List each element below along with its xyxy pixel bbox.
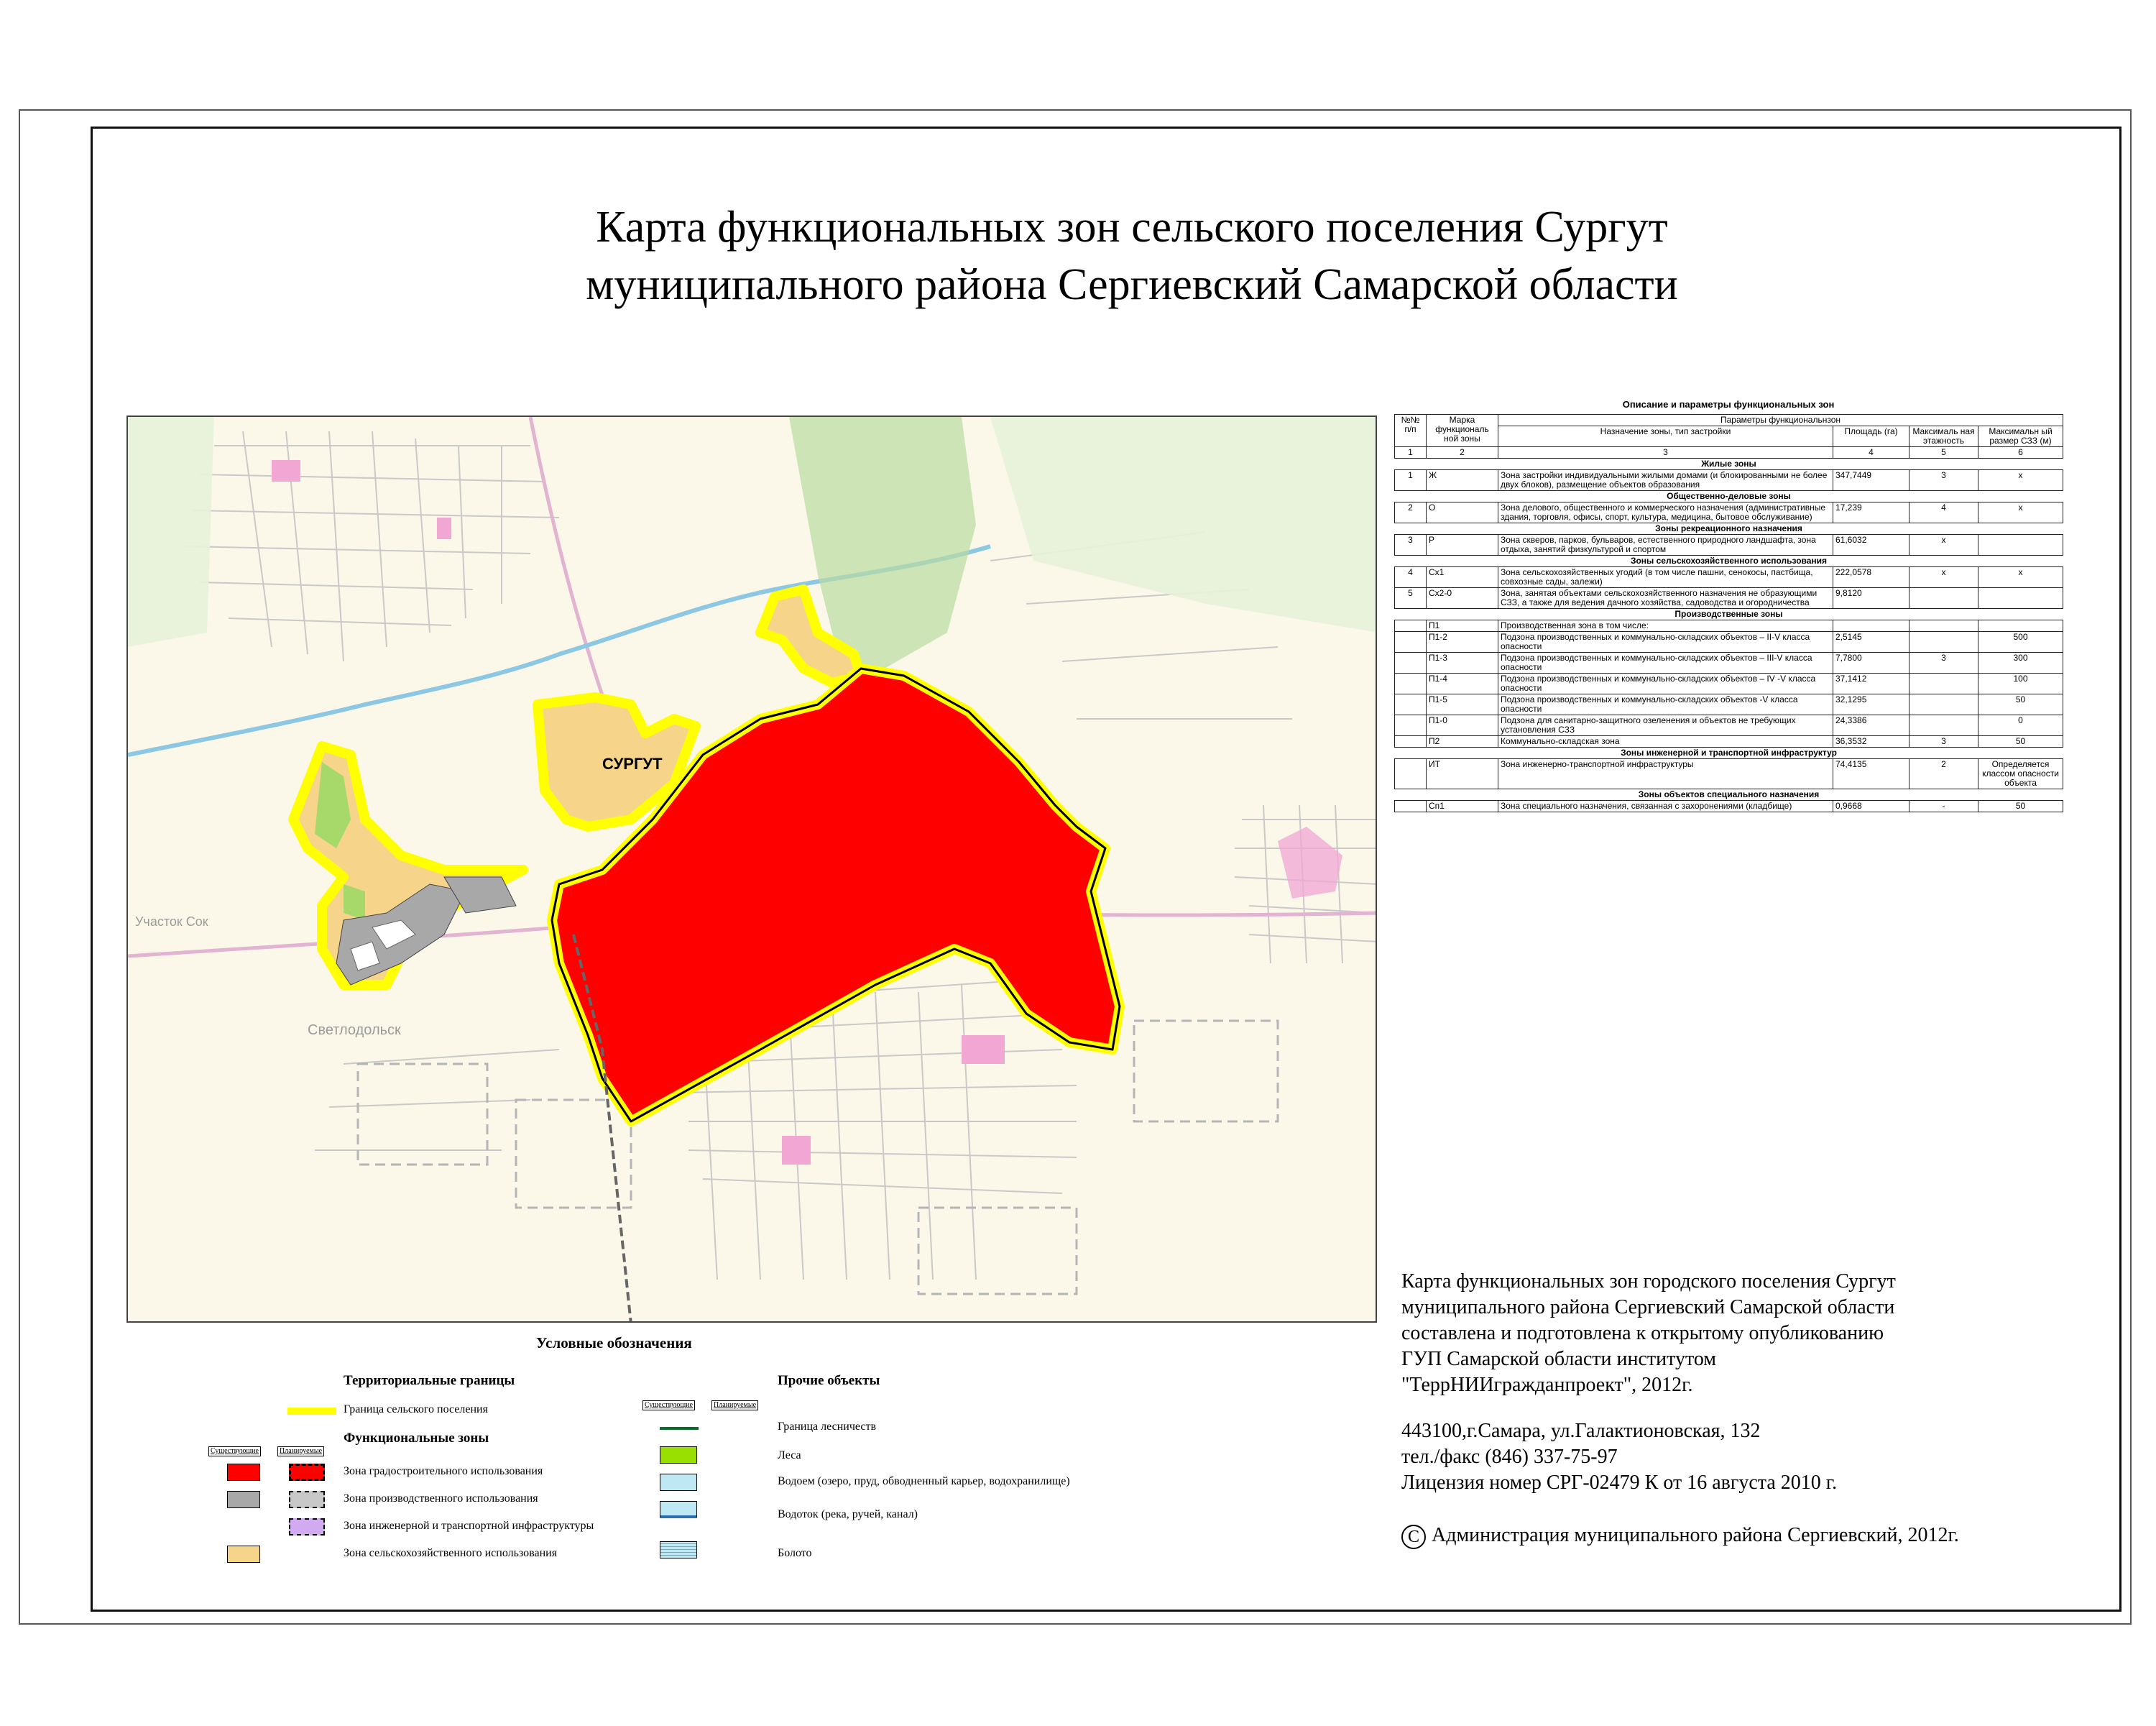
cell-mark: П1 bbox=[1427, 620, 1498, 632]
cell-num: 3 bbox=[1395, 535, 1427, 556]
col-number: 2 bbox=[1427, 447, 1498, 459]
cell-mark: Ж bbox=[1427, 470, 1498, 491]
map-canvas[interactable] bbox=[126, 416, 1377, 1323]
table-row bbox=[1395, 715, 2063, 736]
table-row bbox=[1395, 620, 2063, 632]
cell-floors: - bbox=[1909, 801, 1978, 812]
cell-floors bbox=[1909, 620, 1978, 632]
header-floors: Максималь ная этажность bbox=[1909, 426, 1978, 447]
cell-floors: 2 bbox=[1909, 759, 1978, 789]
table-section-row bbox=[1395, 491, 2063, 502]
cell-desc: Зона скверов, парков, бульваров, естественного природного ландшафта, зона отдыха, занятий физкультурой и спортом bbox=[1498, 535, 1833, 556]
legend-zone-urban: Зона градостроительного использования bbox=[344, 1465, 543, 1477]
legend-existing-label: Существующие bbox=[208, 1446, 261, 1456]
cell-mark: О bbox=[1427, 502, 1498, 523]
cell-szz bbox=[1978, 588, 2063, 609]
legend-watercourse: Водоток (река, ручей, канал) bbox=[778, 1508, 918, 1520]
header-params: Параметры функциональнзон bbox=[1498, 415, 2063, 426]
cell-area: 17,239 bbox=[1833, 502, 1909, 523]
cell-szz: 50 bbox=[1978, 736, 2063, 748]
cell-num bbox=[1395, 674, 1427, 694]
cell-area: 32,1295 bbox=[1833, 694, 1909, 715]
cell-mark: П1-4 bbox=[1427, 674, 1498, 694]
table-row bbox=[1395, 588, 2063, 609]
table-row bbox=[1395, 632, 2063, 653]
cell-num bbox=[1395, 759, 1427, 789]
table-row bbox=[1395, 653, 2063, 674]
cell-mark: П1-5 bbox=[1427, 694, 1498, 715]
cell-num: 4 bbox=[1395, 567, 1427, 588]
cell-floors: 4 bbox=[1909, 502, 1978, 523]
legend-territorial-title: Территориальные границы bbox=[344, 1373, 515, 1388]
table-row bbox=[1395, 535, 2063, 556]
swatch-infrastructure-planned bbox=[289, 1518, 325, 1536]
table-row bbox=[1395, 674, 2063, 694]
col-number: 6 bbox=[1978, 447, 2063, 459]
table-caption: Описание и параметры функциональных зон bbox=[1622, 399, 1835, 410]
cell-desc: Зона, занятая объектами сельскохозяйственного назначения не образующими СЗЗ, а также для ведения дачного хозяйства, садоводства и огородничества bbox=[1498, 588, 1833, 609]
cell-num bbox=[1395, 694, 1427, 715]
cell-num bbox=[1395, 715, 1427, 736]
table-section-row bbox=[1395, 459, 2063, 470]
swatch-industrial-existing bbox=[227, 1491, 260, 1508]
cell-num bbox=[1395, 736, 1427, 748]
legend-forest: Леса bbox=[778, 1449, 801, 1461]
table-row bbox=[1395, 567, 2063, 588]
table-row bbox=[1395, 801, 2063, 812]
cell-szz: 100 bbox=[1978, 674, 2063, 694]
cell-desc: Подзона производственных и коммунально-складских объектов – II-V класса опасности bbox=[1498, 632, 1833, 653]
map-svg bbox=[128, 417, 1377, 1323]
table-row bbox=[1395, 502, 2063, 523]
table-section-row bbox=[1395, 523, 2063, 535]
col-number: 4 bbox=[1833, 447, 1909, 459]
credits-line: "ТеррНИИгражданпроект", 2012г. bbox=[1401, 1374, 1693, 1396]
cell-num: 5 bbox=[1395, 588, 1427, 609]
cell-szz: Определяется классом опасности объекта bbox=[1978, 759, 2063, 789]
cell-area: 24,3386 bbox=[1833, 715, 1909, 736]
legend-zone-industrial: Зона производственного использования bbox=[344, 1492, 538, 1505]
credits-address: 443100,г.Самара, ул.Галактионовская, 132 bbox=[1401, 1420, 1761, 1442]
header-area: Площадь (га) bbox=[1833, 426, 1909, 447]
water-body-swatch bbox=[660, 1474, 697, 1491]
cell-desc: Коммунально-складская зона bbox=[1498, 736, 1833, 748]
legend-settlement-border: Граница сельского поселения bbox=[344, 1403, 488, 1415]
legend-title: Условные обозначения bbox=[536, 1334, 692, 1351]
header-szz: Максимальн ый размер СЗЗ (м) bbox=[1978, 426, 2063, 447]
section-title: Зоны объектов специального назначения bbox=[1395, 789, 2063, 801]
cell-szz: 50 bbox=[1978, 801, 2063, 812]
cell-mark: П1-3 bbox=[1427, 653, 1498, 674]
place-label-uchastok-sok: Участок Сок bbox=[135, 914, 208, 929]
legend-planned-label-2: Планируемые bbox=[711, 1400, 758, 1410]
cell-num bbox=[1395, 801, 1427, 812]
cell-desc: Зона инженерно-транспортной инфраструктуры bbox=[1498, 759, 1833, 789]
swatch-urban-existing bbox=[227, 1464, 260, 1481]
cell-desc: Подзона для санитарно-защитного озеленения и объектов не требующих установления СЗЗ bbox=[1498, 715, 1833, 736]
cell-num: 2 bbox=[1395, 502, 1427, 523]
forest-swatch bbox=[660, 1446, 697, 1464]
cell-area: 37,1412 bbox=[1833, 674, 1909, 694]
cell-floors bbox=[1909, 674, 1978, 694]
cell-szz: 500 bbox=[1978, 632, 2063, 653]
cell-desc: Подзона производственных и коммунально-складских объектов -V класса опасности bbox=[1498, 694, 1833, 715]
section-title: Общественно-деловые зоны bbox=[1395, 491, 2063, 502]
cell-desc: Зона специального назначения, связанная с захоронениями (кладбище) bbox=[1498, 801, 1833, 812]
place-label-svetlodolsk: Светлодольск bbox=[308, 1022, 401, 1038]
cell-floors bbox=[1909, 715, 1978, 736]
cell-mark: Сп1 bbox=[1427, 801, 1498, 812]
watercourse-swatch bbox=[660, 1501, 697, 1518]
cell-floors bbox=[1909, 694, 1978, 715]
col-number: 1 bbox=[1395, 447, 1427, 459]
cell-num bbox=[1395, 632, 1427, 653]
cell-num bbox=[1395, 653, 1427, 674]
legend-other-title: Прочие объекты bbox=[778, 1373, 880, 1388]
cell-floors bbox=[1909, 632, 1978, 653]
legend-swamp: Болото bbox=[778, 1547, 812, 1559]
table-header-row bbox=[1395, 415, 2063, 426]
zone-parameters-table bbox=[1394, 395, 2063, 812]
credits-line: муниципального района Сергиевский Самарской области bbox=[1401, 1296, 1895, 1318]
copyright bbox=[1401, 1524, 1959, 1549]
cell-desc: Подзона производственных и коммунально-складских объектов – IV -V класса опасности bbox=[1498, 674, 1833, 694]
credits-phone: тел./факс (846) 337-75-97 bbox=[1401, 1446, 1618, 1468]
cell-area: 36,3532 bbox=[1833, 736, 1909, 748]
section-title: Зоны рекреационного назначения bbox=[1395, 523, 2063, 535]
cell-num: 1 bbox=[1395, 470, 1427, 491]
legend-existing-label-2: Существующие bbox=[642, 1400, 695, 1410]
cell-desc: Зона сельскохозяйственных угодий (в том числе пашни, сенокосы, пастбища, совхозные сады, залежи) bbox=[1498, 567, 1833, 588]
table-row bbox=[1395, 759, 2063, 789]
cell-szz bbox=[1978, 535, 2063, 556]
cell-area: 2,5145 bbox=[1833, 632, 1909, 653]
legend-functional-title: Функциональные зоны bbox=[344, 1431, 489, 1446]
credits-block bbox=[1401, 1269, 2106, 1496]
place-label-surgut: СУРГУТ bbox=[602, 755, 663, 773]
cell-num bbox=[1395, 620, 1427, 632]
cell-desc: Производственная зона в том числе: bbox=[1498, 620, 1833, 632]
credits-license: Лицензия номер СРГ-02479 К от 16 августа 2010 г. bbox=[1401, 1472, 1838, 1494]
legend-zone-agri: Зона сельскохозяйственного использования bbox=[344, 1547, 558, 1559]
col-number: 5 bbox=[1909, 447, 1978, 459]
cell-mark: Сх2-0 bbox=[1427, 588, 1498, 609]
cell-area: 0,9668 bbox=[1833, 801, 1909, 812]
cell-mark: П1-0 bbox=[1427, 715, 1498, 736]
header-num: №№ п/п bbox=[1395, 415, 1427, 447]
cell-szz: х bbox=[1978, 470, 2063, 491]
swatch-agri-existing bbox=[227, 1546, 260, 1563]
copyright-icon: C bbox=[1401, 1525, 1426, 1549]
table-body bbox=[1395, 459, 2063, 812]
cell-area: 61,6032 bbox=[1833, 535, 1909, 556]
cell-szz bbox=[1978, 620, 2063, 632]
table-section-row bbox=[1395, 748, 2063, 759]
cell-szz: 0 bbox=[1978, 715, 2063, 736]
cell-szz: х bbox=[1978, 502, 2063, 523]
cell-area: 347,7449 bbox=[1833, 470, 1909, 491]
table-col-numbers bbox=[1395, 447, 2063, 459]
header-purpose: Назначение зоны, тип застройки bbox=[1498, 426, 1833, 447]
legend-water-body: Водоем (озеро, пруд, обводненный карьер, водохранилище) bbox=[778, 1475, 1070, 1487]
table-section-row bbox=[1395, 789, 2063, 801]
cell-desc: Зона застройки индивидуальными жилыми домами (и блокированными не более двух блоков), размещение объектов образования bbox=[1498, 470, 1833, 491]
table-row bbox=[1395, 736, 2063, 748]
section-title: Производственные зоны bbox=[1395, 609, 2063, 620]
cell-floors: 3 bbox=[1909, 653, 1978, 674]
cell-area: 74,4135 bbox=[1833, 759, 1909, 789]
table-section-row bbox=[1395, 556, 2063, 567]
cell-floors: 3 bbox=[1909, 736, 1978, 748]
settlement-border-swatch bbox=[287, 1408, 336, 1415]
cell-desc: Зона делового, общественного и коммерческого назначения (административные здания, торговля, офисы, спорт, культура, медицина, бытовое обслуживание) bbox=[1498, 502, 1833, 523]
cell-szz: х bbox=[1978, 567, 2063, 588]
section-title: Зоны сельскохозяйственного использования bbox=[1395, 556, 2063, 567]
swatch-urban-planned bbox=[289, 1464, 325, 1481]
cell-mark: Сх1 bbox=[1427, 567, 1498, 588]
map-title bbox=[431, 198, 1833, 313]
params-table bbox=[1394, 414, 2063, 812]
header-mark: Марка функциональ ной зоны bbox=[1427, 415, 1498, 447]
cell-desc: Подзона производственных и коммунально-складских объектов – III-V класса опасности bbox=[1498, 653, 1833, 674]
cell-floors: х bbox=[1909, 567, 1978, 588]
map-title-line2: муниципального района Сергиевский Самарской области bbox=[586, 260, 1678, 309]
swatch-industrial-planned bbox=[289, 1491, 325, 1508]
copyright-text: Администрация муниципального района Сергиевский, 2012г. bbox=[1432, 1524, 1959, 1546]
forestry-border-swatch bbox=[660, 1427, 699, 1430]
cell-mark: П1-2 bbox=[1427, 632, 1498, 653]
cell-area: 222,0578 bbox=[1833, 567, 1909, 588]
cell-szz: 300 bbox=[1978, 653, 2063, 674]
cell-floors bbox=[1909, 588, 1978, 609]
table-row bbox=[1395, 470, 2063, 491]
cell-floors: х bbox=[1909, 535, 1978, 556]
credits-line: составлена и подготовлена к открытому опубликованию bbox=[1401, 1322, 1884, 1344]
swamp-swatch bbox=[660, 1541, 697, 1559]
cell-area: 7,7800 bbox=[1833, 653, 1909, 674]
cell-mark: Р bbox=[1427, 535, 1498, 556]
cell-floors: 3 bbox=[1909, 470, 1978, 491]
table-row bbox=[1395, 694, 2063, 715]
cell-mark: П2 bbox=[1427, 736, 1498, 748]
legend-forestry-border: Граница лесничеств bbox=[778, 1420, 877, 1433]
credits-line: Карта функциональных зон городского поселения Сургут bbox=[1401, 1270, 1896, 1293]
table-section-row bbox=[1395, 609, 2063, 620]
section-title: Жилые зоны bbox=[1395, 459, 2063, 470]
cell-area bbox=[1833, 620, 1909, 632]
map-title-line1: Карта функциональных зон сельского поселения Сургут bbox=[596, 203, 1668, 252]
legend-planned-label: Планируемые bbox=[277, 1446, 324, 1456]
section-title: Зоны инженерной и транспортной инфраструктур bbox=[1395, 748, 2063, 759]
cell-mark: ИТ bbox=[1427, 759, 1498, 789]
legend-zone-infrastructure: Зона инженерной и транспортной инфраструктуры bbox=[344, 1520, 594, 1532]
credits-line: ГУП Самарской области институтом bbox=[1401, 1348, 1717, 1370]
col-number: 3 bbox=[1498, 447, 1833, 459]
cell-area: 9,8120 bbox=[1833, 588, 1909, 609]
cell-szz: 50 bbox=[1978, 694, 2063, 715]
